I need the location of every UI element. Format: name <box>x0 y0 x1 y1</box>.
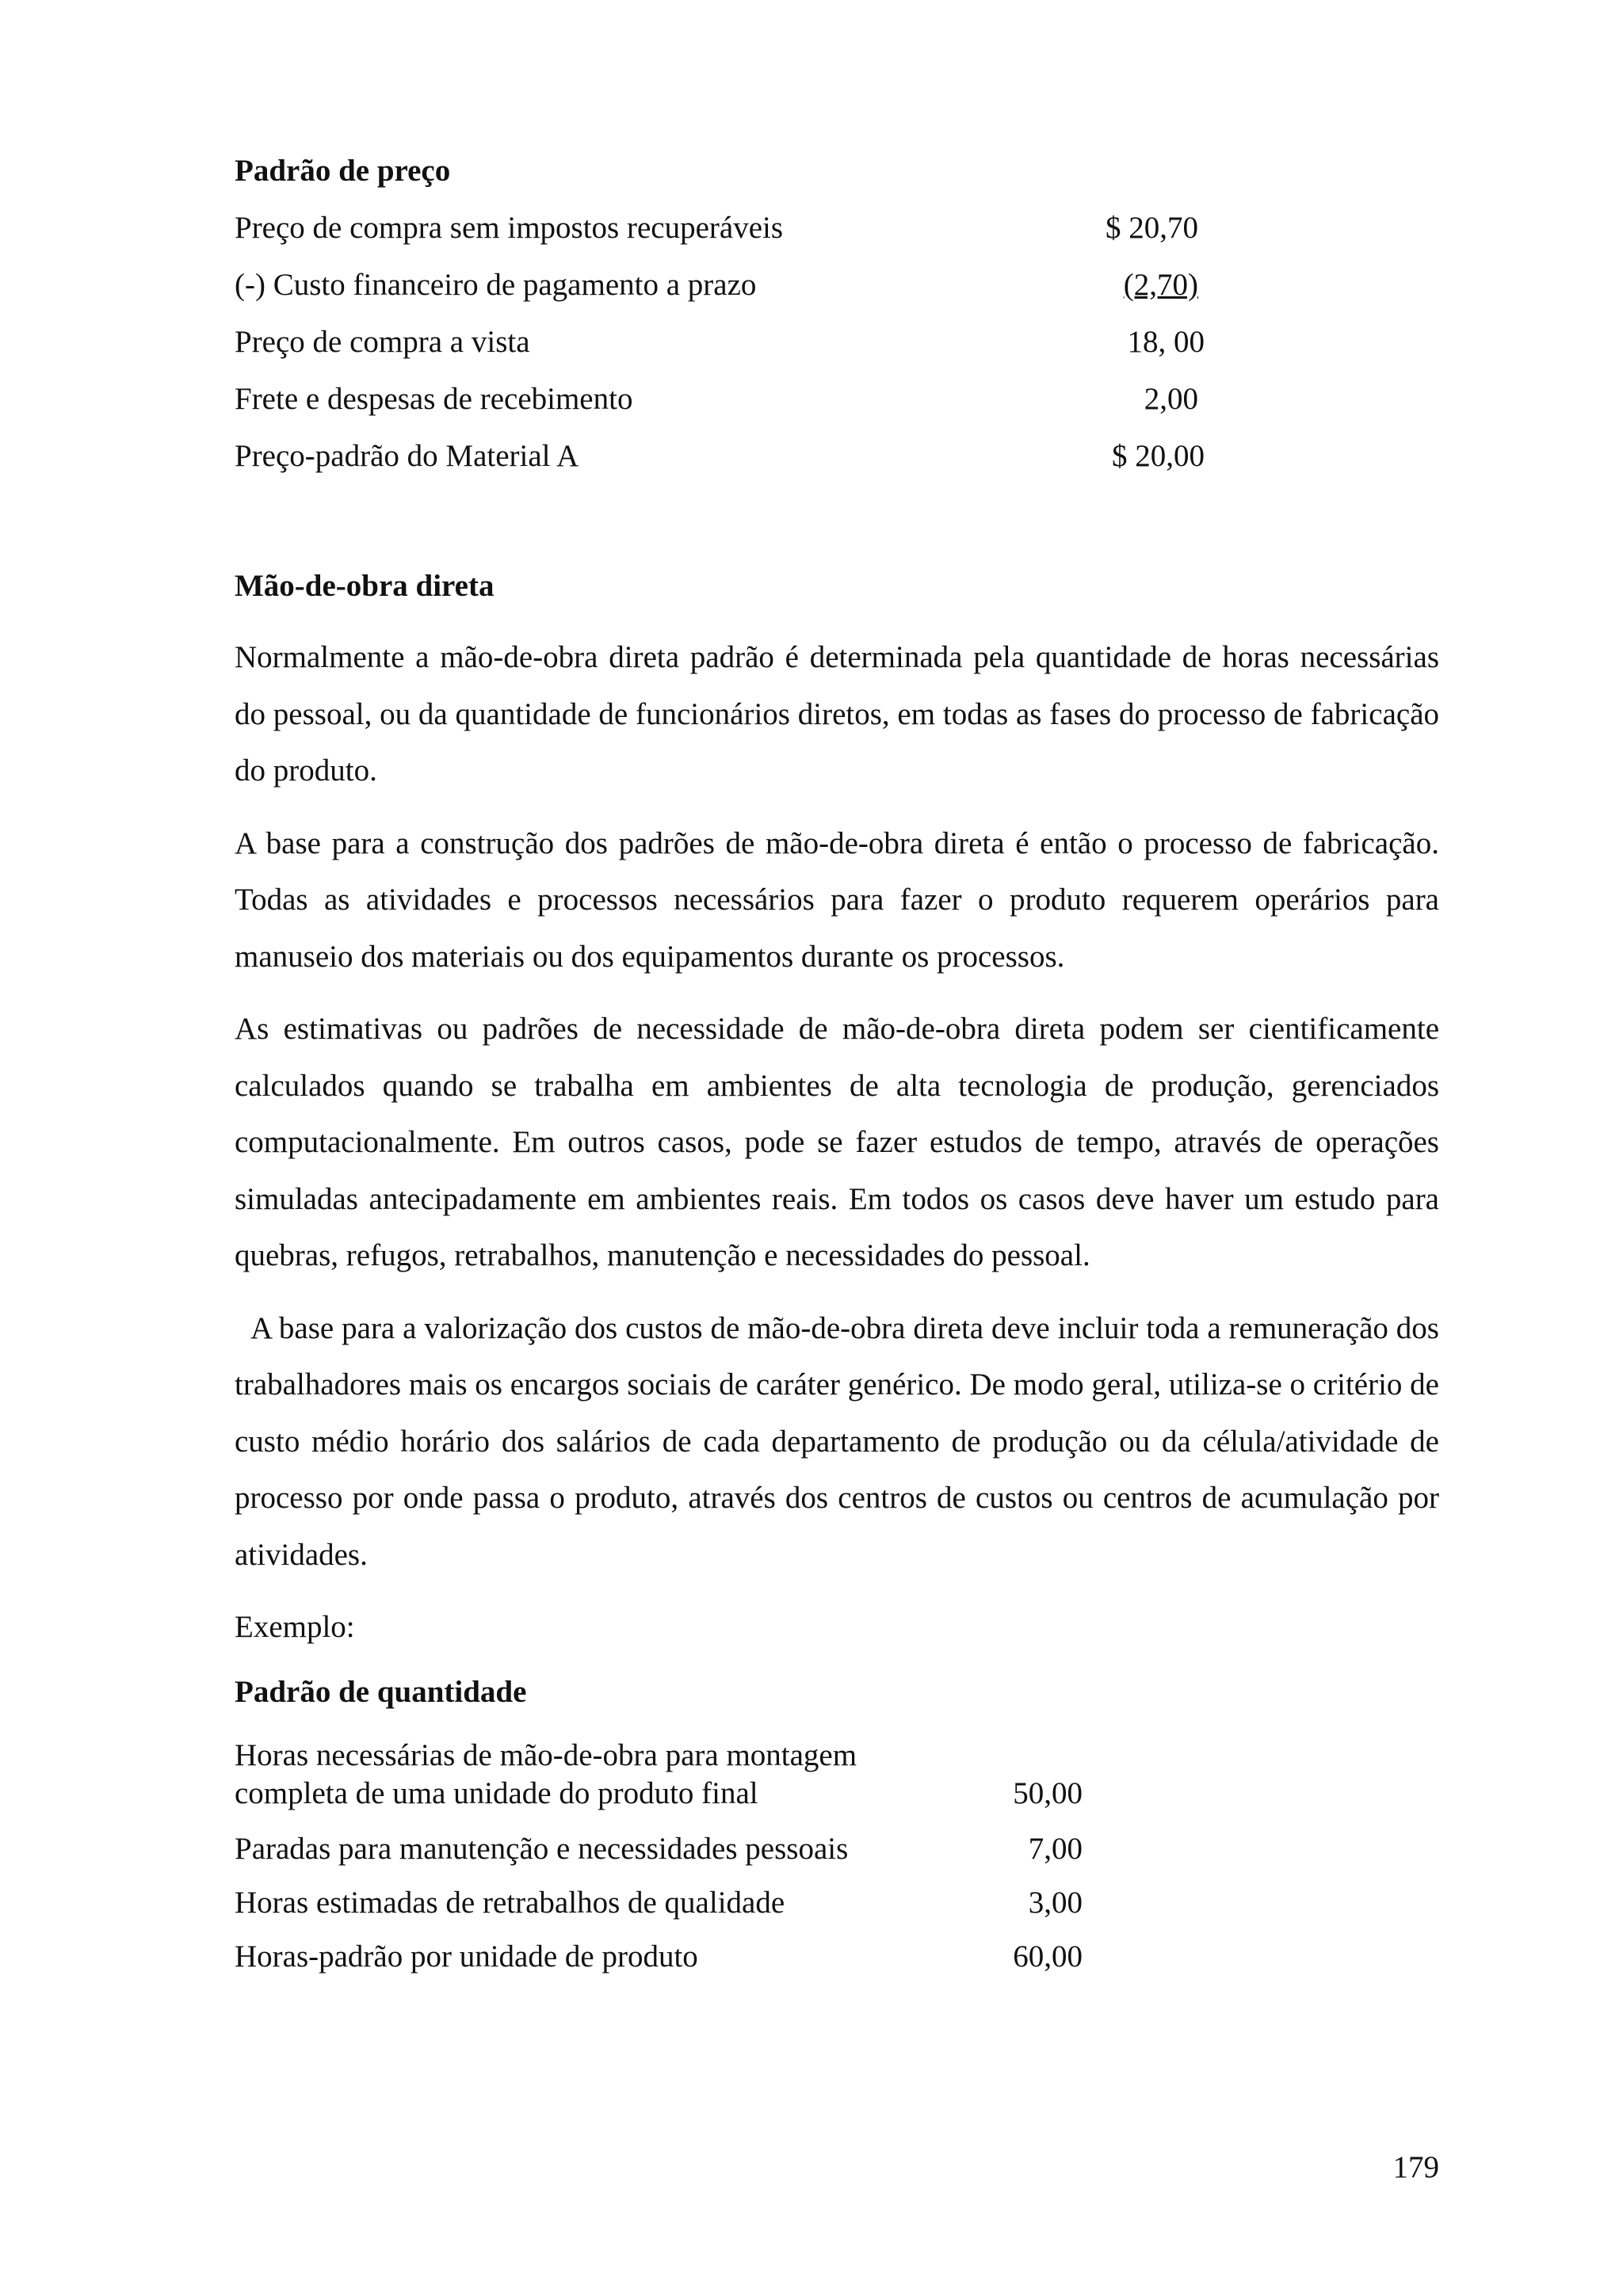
quantity-standard-heading: Padrão de quantidade <box>235 1674 527 1709</box>
quantity-standard-table <box>235 1737 1439 1990</box>
ledger-value: 3,00 <box>1028 1885 1083 1920</box>
direct-labor-heading: Mão-de-obra direta <box>235 569 495 603</box>
ledger-label: Frete e despesas de recebimento <box>235 382 633 416</box>
ledger-row <box>235 208 1439 265</box>
ledger-row <box>235 436 1439 493</box>
ledger-label: Preço de compra sem impostos recuperáveis <box>235 211 784 245</box>
ledger-value: 18, 00 <box>1127 325 1205 359</box>
ledger-label: (-) Custo financeiro de pagamento a prazo <box>235 268 757 302</box>
ledger-label: Paradas para manutenção e necessidades pessoais <box>235 1831 849 1866</box>
page-number: 179 <box>1392 2150 1439 2184</box>
ledger-row <box>235 379 1439 436</box>
ledger-row <box>235 1737 1439 1813</box>
ledger-value: 2,00 <box>1144 382 1198 416</box>
ledger-label: Horas-padrão por unidade de produto <box>235 1939 698 1974</box>
ledger-value-underlined: (2,70) <box>1123 268 1198 302</box>
paragraph: Normalmente a mão-de-obra direta padrão é determinada pela quantidade de horas necessárias do pessoal, ou da quantidade de funcionários diretos, em todas as fases do processo de fabricação do produto. <box>235 640 1439 788</box>
ledger-value: $ 20,70 <box>1106 211 1198 245</box>
ledger-label-line: completa de uma unidade do produto final <box>235 1775 758 1810</box>
ledger-label <box>235 1737 884 1813</box>
ledger-row <box>235 322 1439 379</box>
ledger-value: 60,00 <box>1013 1939 1083 1974</box>
paragraph: A base para a valorização dos custos de mão-de-obra direta deve incluir toda a remuneração dos trabalhadores mais os encargos sociais de caráter genérico. De modo geral, utiliza-se o critério de custo médio horário dos salários de cada departamento de produção ou da célula/atividade de processo por onde passa o produto, através dos centros de custos ou centros de acumulação por atividades. <box>235 1310 1439 1572</box>
ledger-label-line: Horas necessárias de mão-de-obra para montagem <box>235 1737 857 1772</box>
ledger-value: $ 20,00 <box>1112 439 1205 473</box>
ledger-row <box>235 265 1439 322</box>
paragraph: As estimativas ou padrões de necessidade de mão-de-obra direta podem ser cientificamente calculados quando se trabalha em ambientes de alta tecnologia de produção, gerenciados computacionalmente. Em outros casos, pode se fazer estudos de tempo, através de operações simuladas antecipadamente em ambientes reais. Em todos os casos deve haver um estudo para quebras, refugos, retrabalhos, manutenção e necessidades do pessoal. <box>235 1012 1439 1272</box>
page-content <box>235 151 1439 1990</box>
ledger-label: Preço-padrão do Material A <box>235 439 579 473</box>
ledger-value: 7,00 <box>1028 1831 1083 1866</box>
example-label: Exemplo: <box>235 1610 355 1644</box>
ledger-row <box>235 1882 1439 1936</box>
price-standard-table <box>235 208 1439 493</box>
paragraph: A base para a construção dos padrões de mão-de-obra direta é então o processo de fabricação. Todas as atividades e processos necessários para fazer o produto requerem operários para manuseio dos materiais ou dos equipamentos durante os processos. <box>235 826 1439 974</box>
ledger-row <box>235 1936 1439 1990</box>
price-standard-heading: Padrão de preço <box>235 154 451 188</box>
ledger-label: Preço de compra a vista <box>235 325 530 359</box>
ledger-row <box>235 1829 1439 1882</box>
ledger-value <box>869 265 1198 306</box>
ledger-value: 50,00 <box>1013 1775 1083 1810</box>
ledger-label: Horas estimadas de retrabalhos de qualidade <box>235 1885 785 1920</box>
